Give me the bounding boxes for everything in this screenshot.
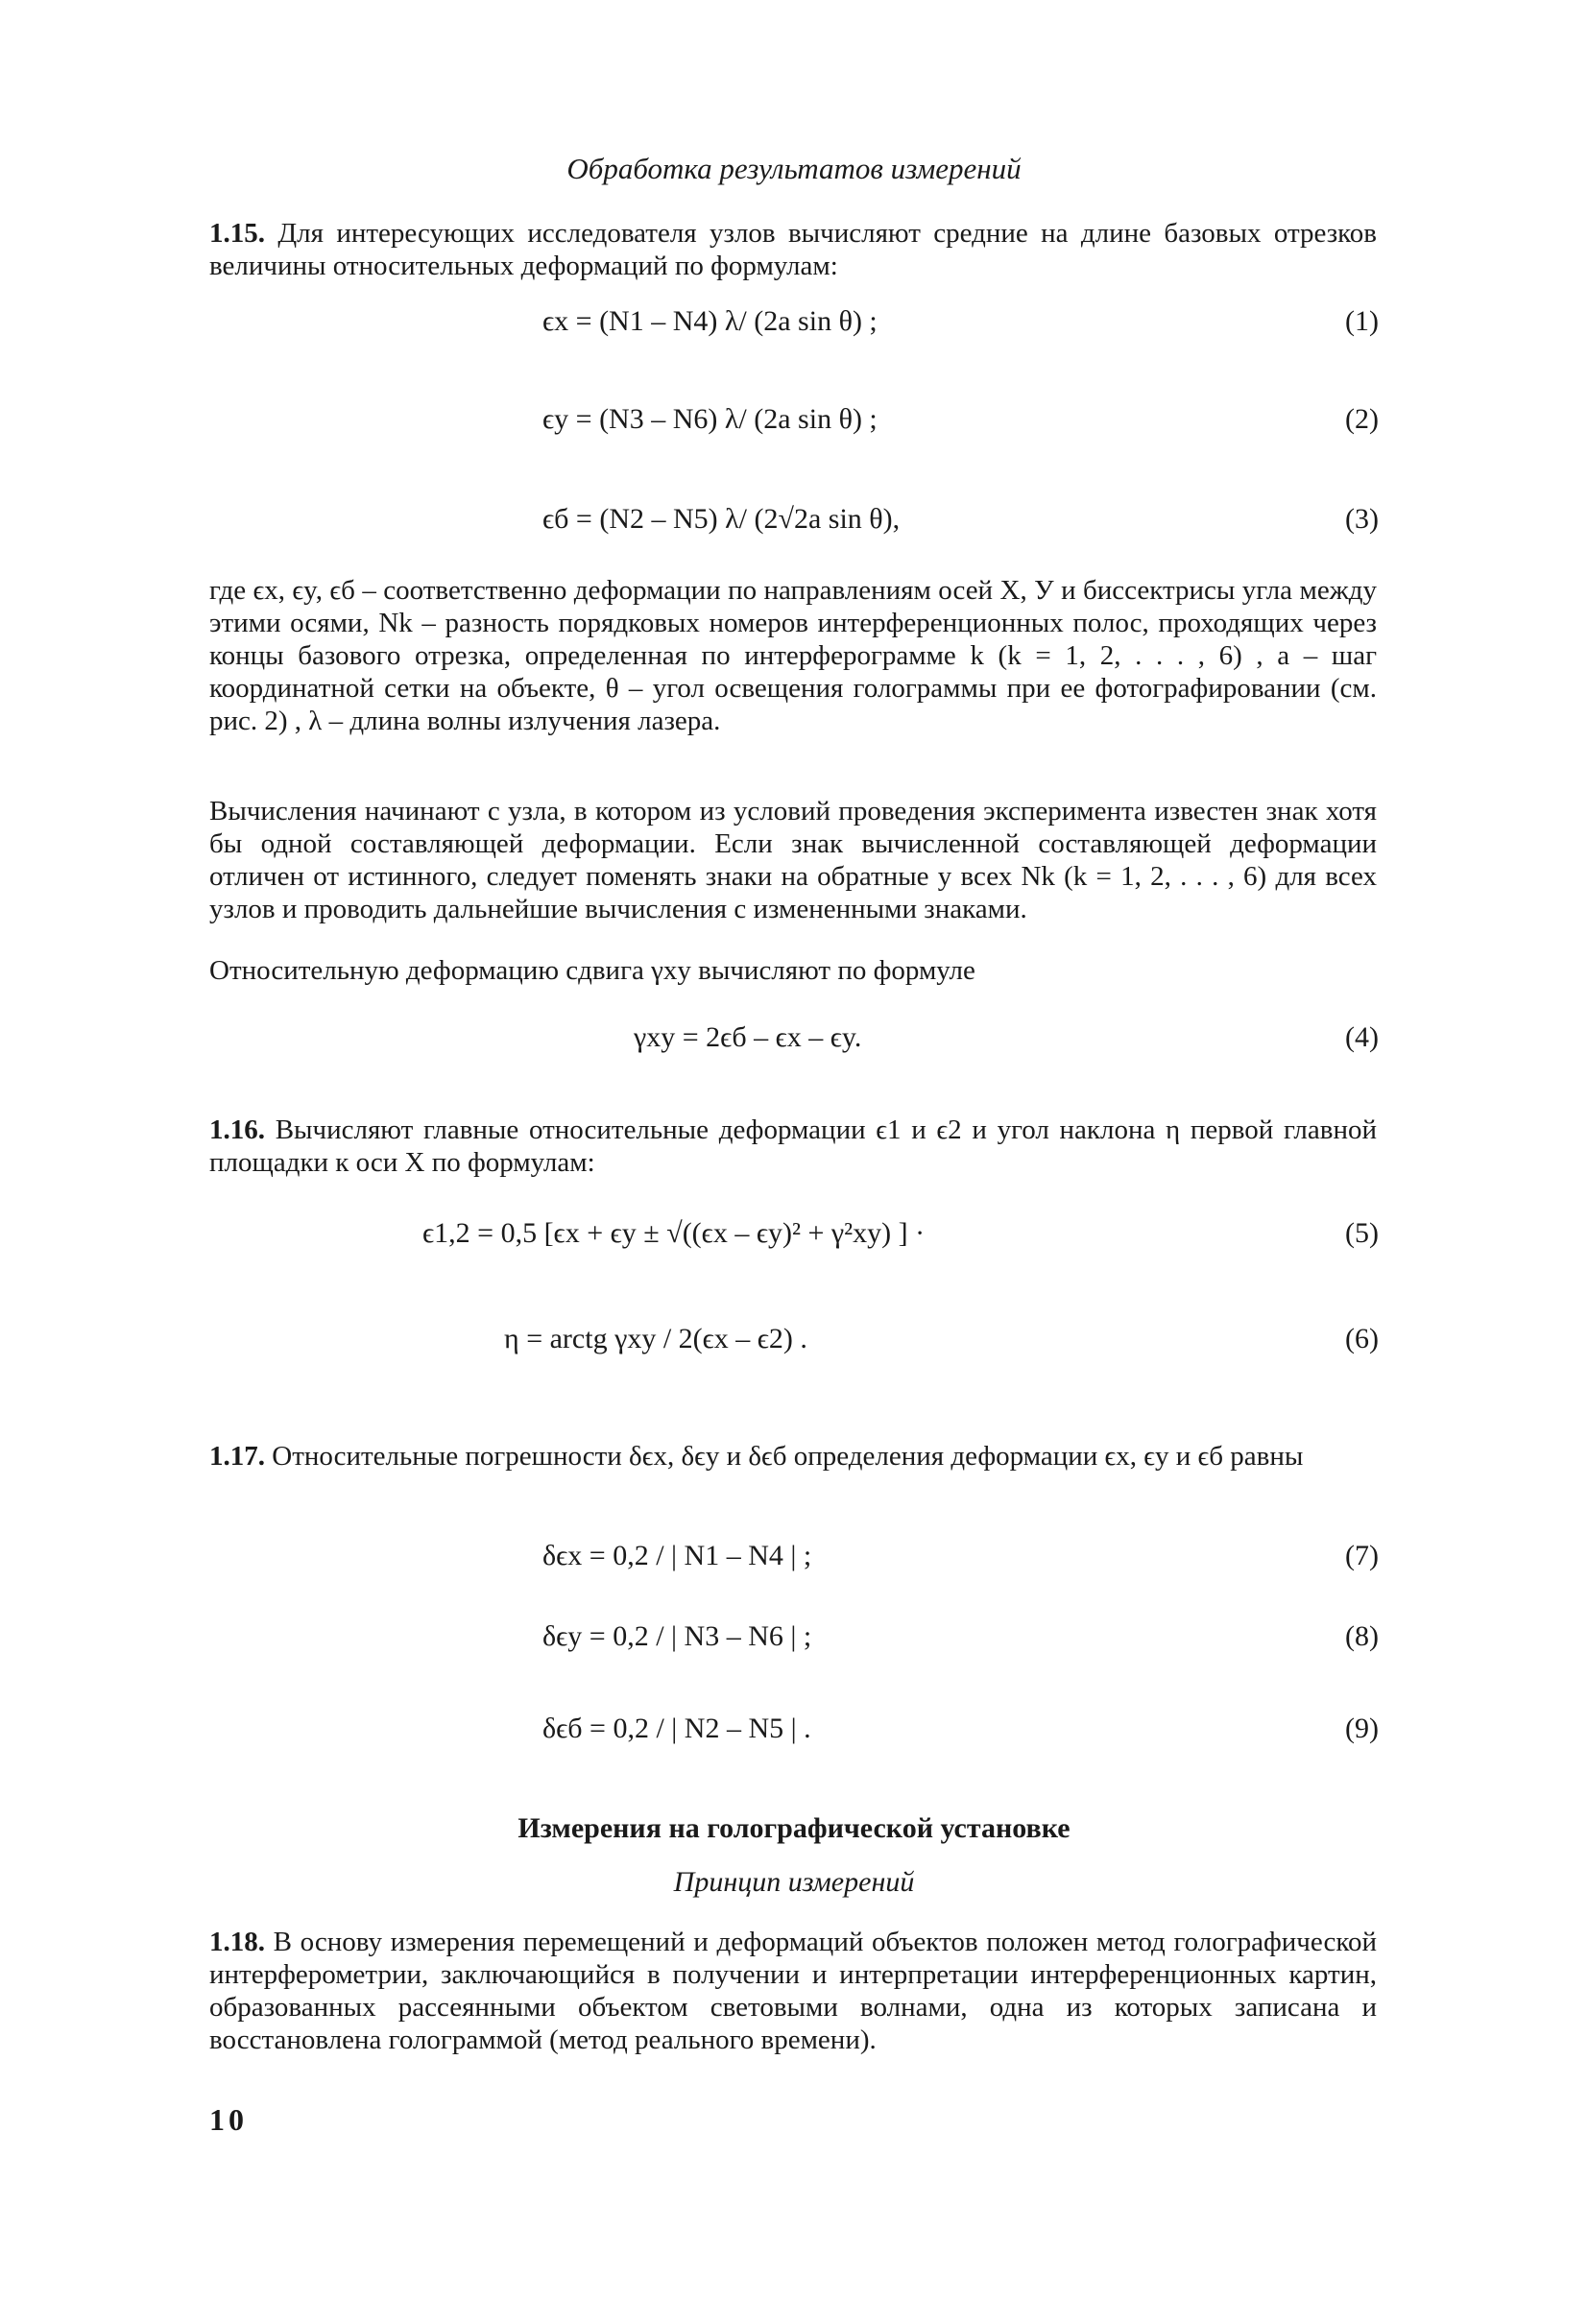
formula-8 <box>0 1620 1588 1678</box>
formula-expression: δϵy = 0,2 / | N3 – N6 | ; <box>542 1620 812 1652</box>
formula-6 <box>0 1323 1588 1380</box>
formula-3 <box>0 503 1588 561</box>
page-number: 10 <box>209 2102 248 2137</box>
section-heading: Измерения на голографической установке <box>517 1812 1071 1844</box>
paragraph-shear: Относительную деформацию сдвига γxy вычисляют по формуле <box>209 955 975 986</box>
formula-expression: ϵб = (N2 – N5) λ/ (2√2a sin θ), <box>542 503 901 535</box>
formula-7 <box>0 1540 1588 1597</box>
formula-number: (7) <box>1345 1540 1379 1571</box>
formula-1 <box>0 305 1588 363</box>
formula-expression: ϵ1,2 = 0,5 [ϵx + ϵy ± √((ϵx – ϵy)² + γ²xy) ] · <box>422 1217 926 1249</box>
formula-9 <box>0 1713 1588 1770</box>
formula-number: (3) <box>1345 503 1379 535</box>
formula-number: (5) <box>1345 1217 1379 1249</box>
formula-expression: η = arctg γxy / 2(ϵx – ϵ2) . <box>504 1323 807 1354</box>
formula-number: (4) <box>1345 1021 1379 1053</box>
formula-number: (9) <box>1345 1713 1379 1744</box>
clause-text: В основу измерения перемещений и деформаций объектов положен метод голографической интерферометрии, заключающийся в получении и интерпретации интерференционных картин, образованных рассеянными объектом световыми волнами, одна из которых записана и восстановлена голограммой (метод реального времени). <box>209 1927 1377 2055</box>
clause-number: 1.15. <box>209 218 265 249</box>
clause-number: 1.18. <box>209 1927 265 1957</box>
paragraph-1-18 <box>209 1926 1377 2056</box>
clause-text: Вычисляют главные относительные деформации ϵ1 и ϵ2 и угол наклона η первой главной площадки к оси X по формулам: <box>209 1114 1377 1178</box>
formula-expression: ϵy = (N3 – N6) λ/ (2a sin θ) ; <box>542 403 878 435</box>
clause-text: Для интересующих исследователя узлов вычисляют средние на длине базовых отрезков величины относительных деформаций по формулам: <box>209 218 1377 281</box>
paragraph-calculations: Вычисления начинают с узла, в котором из условий проведения эксперимента известен знак хотя бы одной составляющей деформации. Если знак вычисленной составляющей деформации отличен от истинного, следует поменять знаки на обратные у всех Nk (k = 1, 2, . . . , 6) для всех узлов и проводить дальнейшие вычисления с измененными знаками. <box>209 796 1377 924</box>
paragraph-1-15 <box>209 217 1377 282</box>
paragraph-1-16 <box>209 1114 1377 1179</box>
paragraph-definitions: где ϵx, ϵy, ϵб – соответственно деформации по направлениям осей X, У и биссектрисы угла между этими осями, Nk – разность порядковых номеров интерференционных полос, проходящих через концы базового отрезка, определенная по интерферограмме k (k = 1, 2, . . . , 6) , a – шаг координатной сетки на объекте, θ – угол освещения голограммы при ее фотографировании (см. рис. 2) , λ – длина волны излучения лазера. <box>209 575 1377 736</box>
formula-expression: δϵx = 0,2 / | N1 – N4 | ; <box>542 1540 812 1571</box>
formula-expression: γxy = 2ϵб – ϵx – ϵy. <box>634 1021 862 1053</box>
formula-number: (8) <box>1345 1620 1379 1652</box>
formula-number: (1) <box>1345 305 1379 337</box>
running-header: Обработка результатов измерений <box>566 152 1022 185</box>
clause-number: 1.17. <box>209 1441 265 1472</box>
formula-expression: δϵб = 0,2 / | N2 – N5 | . <box>542 1713 811 1744</box>
clause-number: 1.16. <box>209 1114 265 1145</box>
clause-text: Относительные погрешности δϵx, δϵy и δϵб определения деформации ϵx, ϵy и ϵб равны <box>265 1441 1304 1472</box>
section-subheading: Принцип измерений <box>673 1866 915 1898</box>
formula-5 <box>0 1217 1588 1275</box>
formula-number: (6) <box>1345 1323 1379 1354</box>
formula-2 <box>0 403 1588 461</box>
formula-4 <box>0 1021 1588 1079</box>
paragraph-1-17 <box>209 1440 1377 1473</box>
formula-number: (2) <box>1345 403 1379 435</box>
formula-expression: ϵx = (N1 – N4) λ/ (2a sin θ) ; <box>542 305 878 337</box>
